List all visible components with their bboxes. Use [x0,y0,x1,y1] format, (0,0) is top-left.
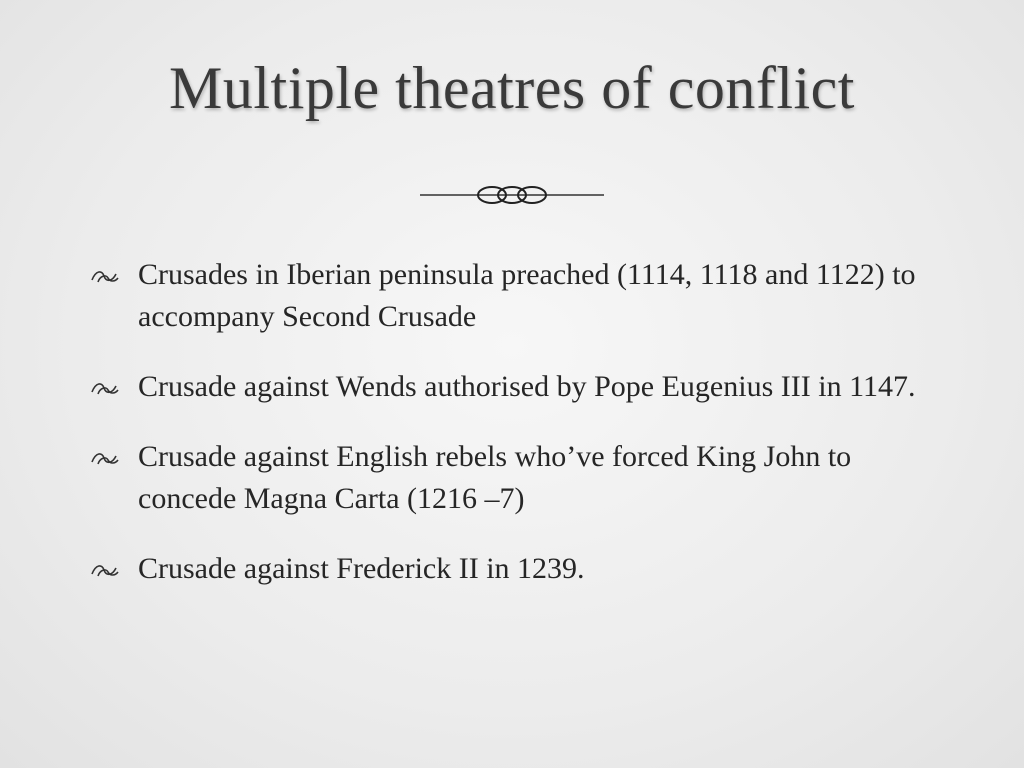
bullet-item [84,548,924,590]
ornament-divider-icon [420,178,604,212]
scroll-bullet-icon [90,560,120,580]
bullet-text: Crusade against Wends authorised by Pope Eugenius III in 1147. [138,370,916,403]
bullet-text: Crusade against English rebels who’ve forced King John to concede Magna Carta (1216 –7) [138,440,852,515]
bullet-text: Crusades in Iberian peninsula preached (1114, 1118 and 1122) to accompany Second Crusade [138,258,916,333]
bullet-item [84,366,924,408]
scroll-bullet-icon [90,378,120,398]
scroll-bullet-icon [90,448,120,468]
bullet-item [84,436,924,520]
bullet-text: Crusade against Frederick II in 1239. [138,552,585,585]
bullet-list [84,254,924,618]
bullet-item [84,254,924,338]
slide-title: Multiple theatres of conflict [169,55,855,121]
scroll-bullet-icon [90,266,120,286]
